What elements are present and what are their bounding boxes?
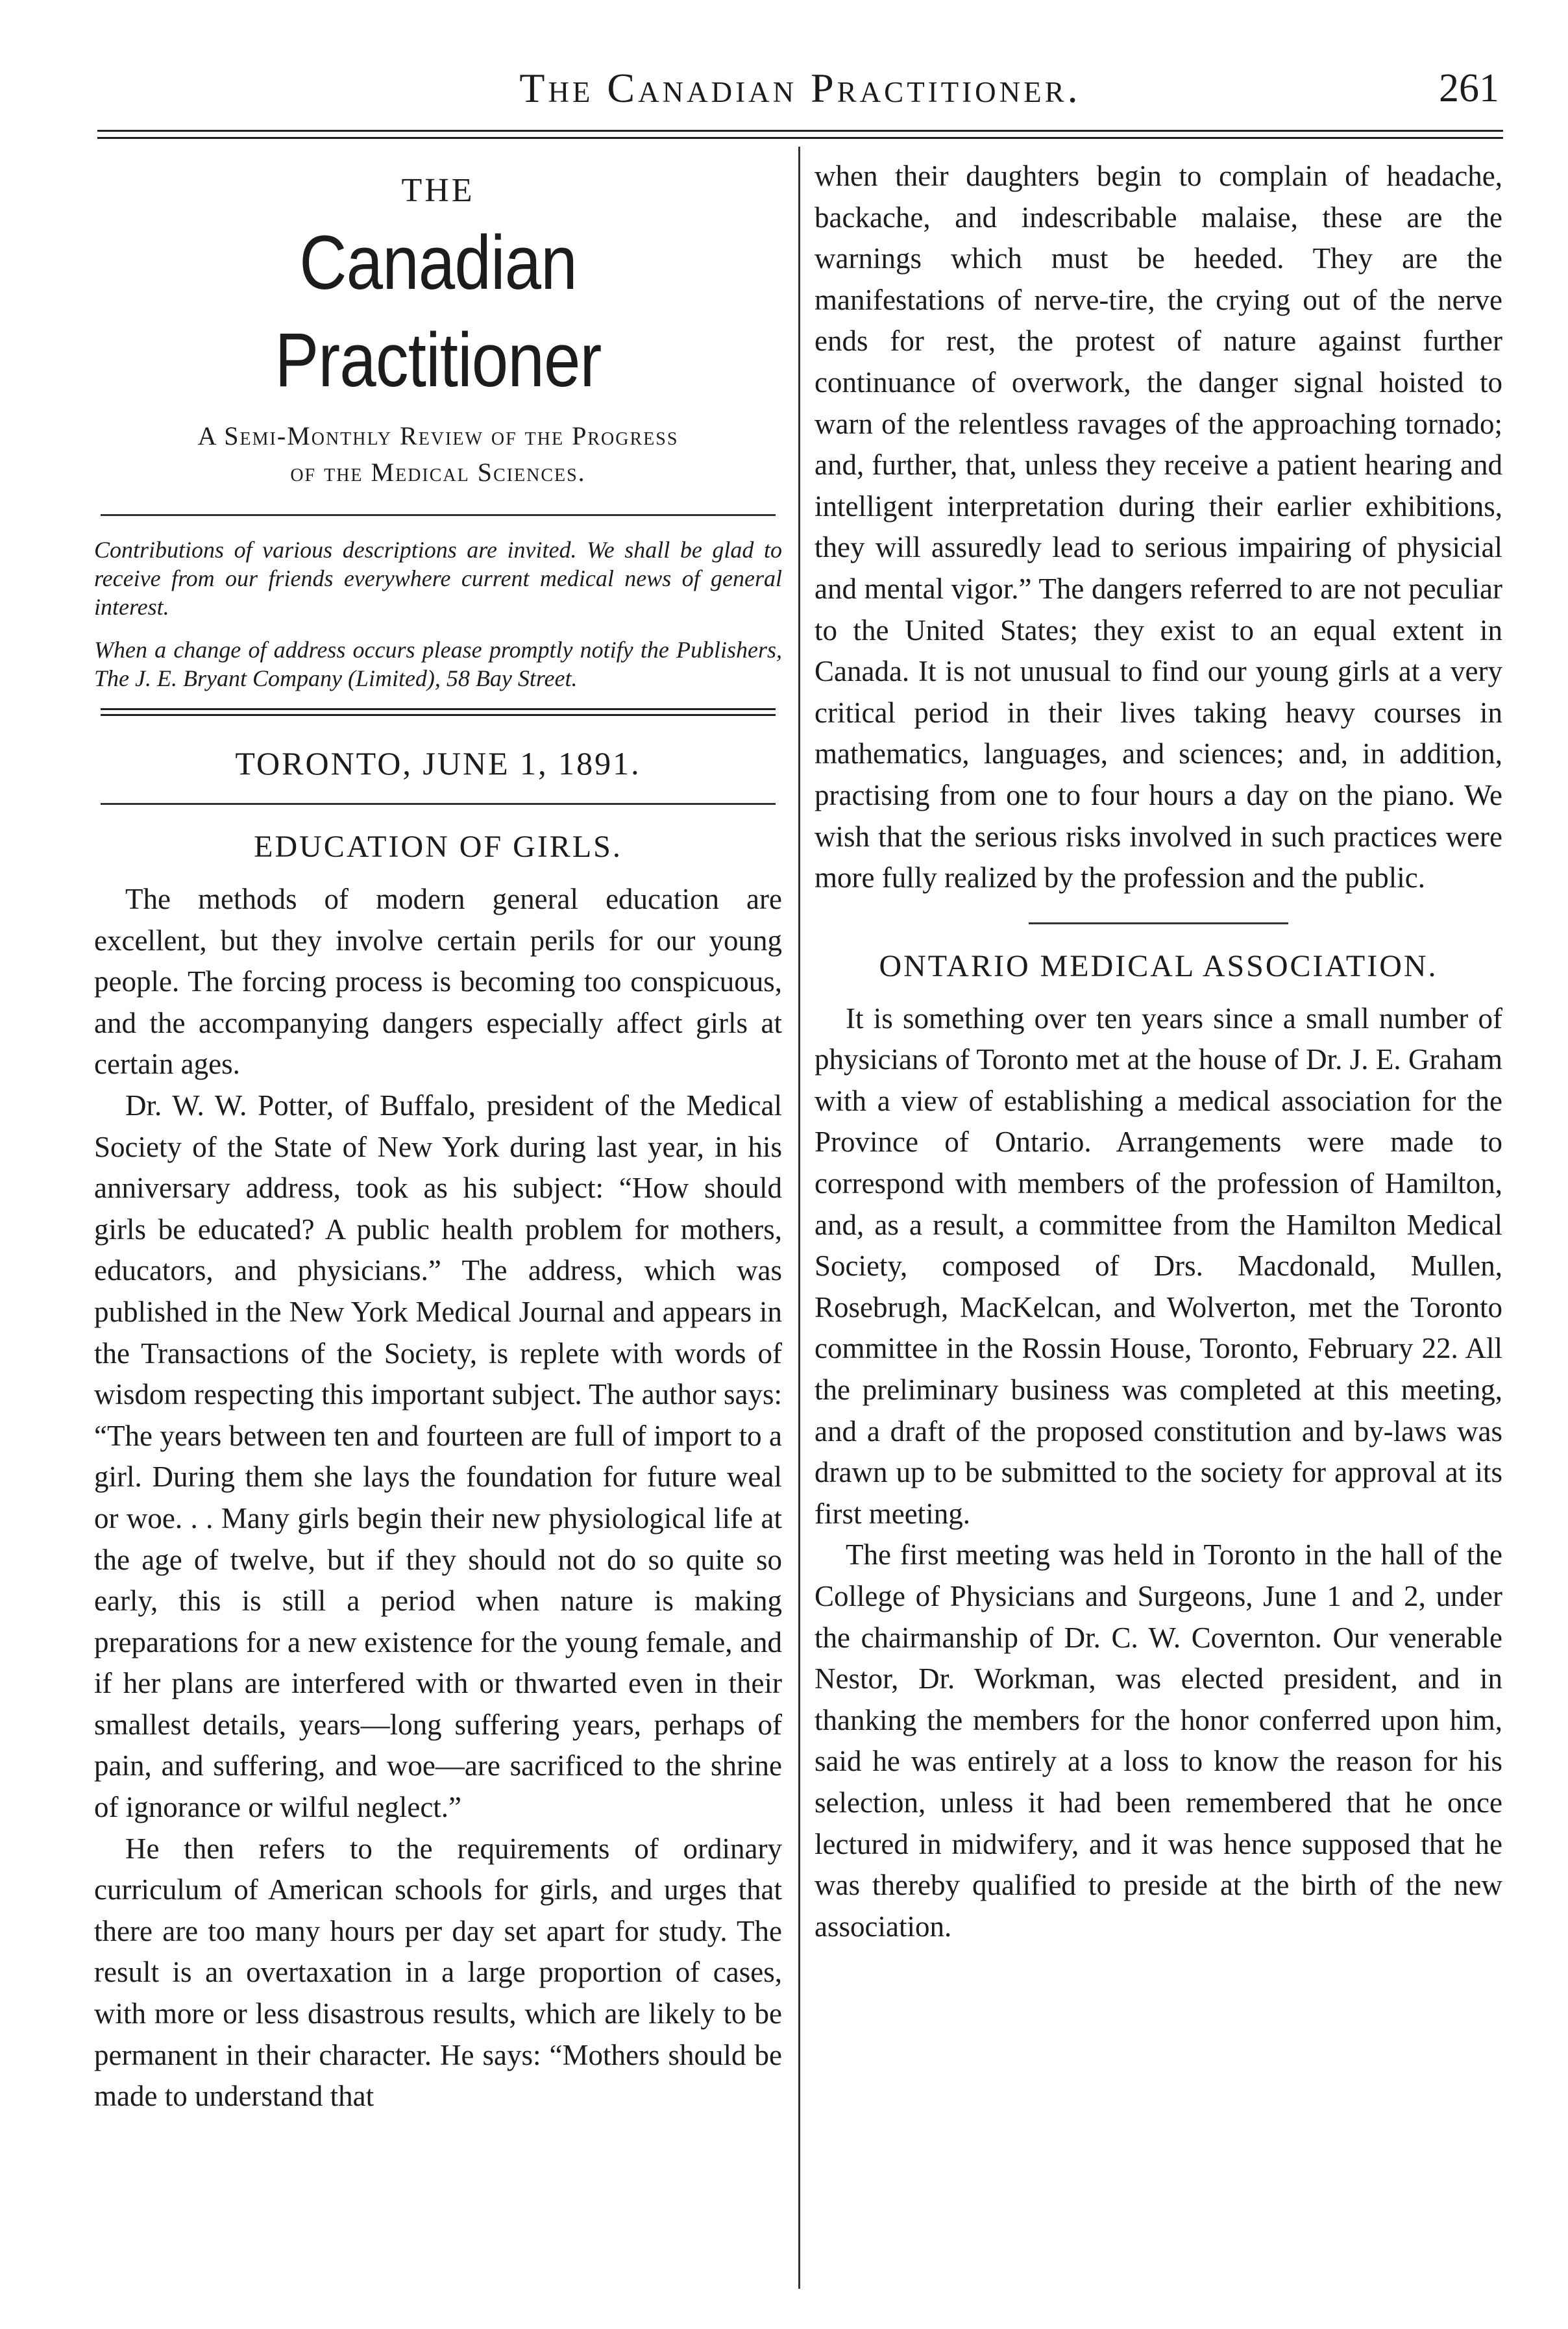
education-body [94, 879, 782, 2117]
header-double-rule [97, 130, 1503, 139]
education-paragraph: The methods of modern general education are excellent, but they involve certain perils for our young people. The forcing process is becoming too conspicuous, and the accompanying dangers especially affect girls at certain ages. [94, 883, 782, 1081]
dateline: TORONTO, JUNE 1, 1891. [235, 745, 641, 782]
ontario-body [815, 998, 1502, 1948]
running-header [97, 62, 1503, 114]
masthead-the: THE [401, 172, 475, 209]
masthead-rule [101, 514, 776, 516]
ontario-heading: ONTARIO MEDICAL ASSOCIATION. [879, 948, 1438, 983]
right-column [815, 156, 1502, 1947]
ontario-paragraph: The first meeting was held in Toronto in the hall of the College of Physicians and Surgeons, June 1 and 2, under the chairmanship of Dr. C. W. Covernton. Our venerable Nestor, Dr. Workman, was elected president, and in thanking the members for the honor conferred upon him, said he was entirely at a loss to know the reason for his selection, unless it had been remembered that he once lectured in midwifery, and it was hence supposed that he was thereby qualified to preside at the birth of the new association. [815, 1538, 1502, 1943]
running-title: The Canadian Practitioner. [519, 65, 1081, 111]
masthead-subtitle-line2: of the Medical Sciences. [290, 458, 586, 487]
education-paragraph: He then refers to the requirements of ordinary curriculum of American schools for girls, and urges that there are too many hours per day set apart for study. The result is an overtaxation in a large proportion of cases, with more or less disastrous results, which are likely to be permanent in their character. He says: “Mothers should be made to understand that [94, 1832, 782, 2113]
page-number: 261 [1439, 66, 1499, 110]
dateline-rule [101, 803, 776, 805]
masthead-subtitle-line1: A Semi-Monthly Review of the Progress [197, 421, 679, 450]
education-paragraph: Dr. W. W. Potter, of Buffalo, president of the Medical Society of the State of New York during last year, in his anniversary address, took as his subject: “How should girls be educated? A public health problem for mothers, educators, and physicians.” The address, which was published in the New York Medical Journal and appears in the Transactions of the Society, is replete with words of wisdom respecting this important subject. The author says: “The years between ten and fourteen are full of import to a girl. During them she lays the foundation for future weal or woe. . . Many girls begin their new physiological life at the age of twelve, but if they should not do so quite so early, this is still a period when nature is making preparations for a new existence for the young female, and if her plans are interfered with or thwarted even in their smallest details, years—long suffering years, perhaps of pain, and suffering, and woe—are sacrificed to the shrine of ignorance or wilful neglect.” [94, 1089, 782, 1824]
education-continuation-paragraph: when their daughters begin to complain of headache, backache, and indescribable malaise, these are the warnings which must be heeded. They are the manifestations of nerve-tire, the crying out of the nerve ends for rest, the protest of nature against further continuance of overwork, the danger signal hoisted to warn of the relentless ravages of the approaching tornado; and, further, that, unless they receive a patient hearing and intelligent interpretation during their earlier exhibitions, they will assuredly lead to serious impairing of physicial and mental vigor.” The dangers referred to are not peculiar to the United States; they exist to an equal extent in Canada. It is not unusual to find our young girls at a very critical period in their lives taking heavy courses in mathematics, languages, and sciences; and, in addition, practising from one to four hours a day on the piano. We wish that the serious risks involved in such practices were more fully realized by the profession and the public. [815, 160, 1502, 894]
masthead-subtitle [94, 418, 782, 491]
left-column [94, 156, 782, 2117]
education-continuation [815, 156, 1502, 899]
address-notice: When a change of address occurs please promptly notify the Publishers, The J. E. Bryant Company (Limited), 58 Bay Street. [94, 637, 782, 691]
education-heading: EDUCATION OF GIRLS. [254, 830, 622, 864]
column-divider [798, 147, 800, 2289]
notice-double-rule [101, 708, 776, 716]
ontario-paragraph: It is something over ten years since a small number of physicians of Toronto met at the house of Dr. J. E. Graham with a view of establishing a medical association for the Province of Ontario. Arrangements were made to correspond with members of the profession of Hamilton, and, as a result, a committee from the Hamilton Medical Society, composed of Drs. Macdonald, Mullen, Rosebrugh, MacKelcan, and Wolverton, met the Toronto committee in the Rossin House, Toronto, February 22. All the preliminary business was completed at this meeting, and a draft of the proposed constitution and by-laws was drawn up to be submitted to the society for approval at its first meeting. [815, 1002, 1502, 1530]
contributions-notice: Contributions of various descriptions are invited. We shall be glad to receive from our friends everywhere current medical news of general interest. [94, 537, 782, 620]
masthead-title: Canadian Practitioner [275, 220, 602, 403]
section-separator-rule [1029, 922, 1288, 924]
